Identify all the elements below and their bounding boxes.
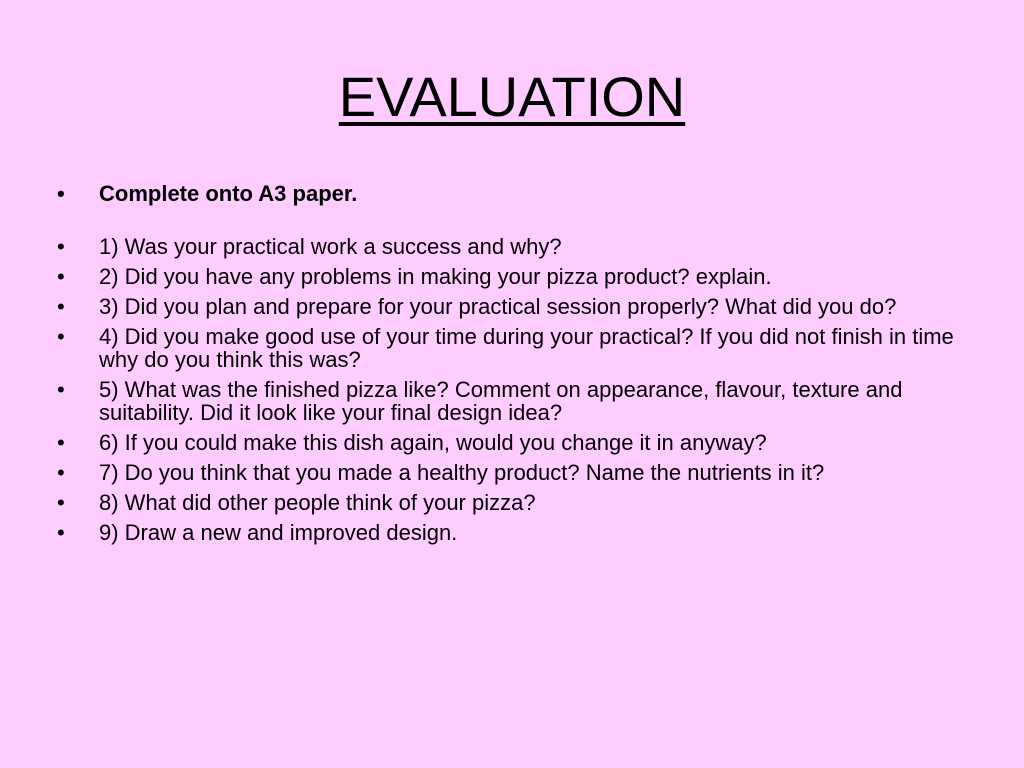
bullet-item-question-2 bbox=[57, 265, 977, 288]
bullet-item-question-7 bbox=[57, 461, 977, 484]
bullet-dot: • bbox=[57, 234, 65, 259]
bullet-dot: • bbox=[57, 324, 65, 349]
bullet-item-lead bbox=[57, 182, 977, 205]
bullet-dot: • bbox=[57, 181, 65, 206]
bullet-dot: • bbox=[57, 377, 65, 402]
bullet-text: 4) Did you make good use of your time during your practical? If you did not finish in time why do you think this was? bbox=[99, 324, 954, 372]
bullet-dot: • bbox=[57, 264, 65, 289]
bullet-text: 7) Do you think that you made a healthy product? Name the nutrients in it? bbox=[99, 460, 825, 485]
bullet-text: Complete onto A3 paper. bbox=[99, 181, 358, 206]
bullet-dot: • bbox=[57, 430, 65, 455]
bullet-item-question-6 bbox=[57, 431, 977, 454]
bullet-text: 1) Was your practical work a success and why? bbox=[99, 234, 562, 259]
bullet-list bbox=[57, 182, 977, 551]
bullet-dot: • bbox=[57, 294, 65, 319]
bullet-text: 3) Did you plan and prepare for your practical session properly? What did you do? bbox=[99, 294, 897, 319]
bullet-dot: • bbox=[57, 460, 65, 485]
bullet-item-question-5 bbox=[57, 378, 977, 424]
bullet-item-question-4 bbox=[57, 325, 977, 371]
bullet-item-question-1 bbox=[57, 235, 977, 258]
bullet-text: 2) Did you have any problems in making your pizza product? explain. bbox=[99, 264, 772, 289]
bullet-item-question-9 bbox=[57, 521, 977, 544]
slide-title bbox=[0, 62, 1024, 132]
bullet-dot: • bbox=[57, 490, 65, 515]
bullet-text: 5) What was the finished pizza like? Comment on appearance, flavour, texture and suitability. Did it look like your final design idea? bbox=[99, 377, 903, 425]
bullet-item-question-8 bbox=[57, 491, 977, 514]
bullet-text: 8) What did other people think of your pizza? bbox=[99, 490, 536, 515]
bullet-item-question-3 bbox=[57, 295, 977, 318]
bullet-dot: • bbox=[57, 520, 65, 545]
bullet-text: 9) Draw a new and improved design. bbox=[99, 520, 458, 545]
slide-title-text: EVALUATION bbox=[338, 65, 686, 128]
bullet-text: 6) If you could make this dish again, would you change it in anyway? bbox=[99, 430, 767, 455]
